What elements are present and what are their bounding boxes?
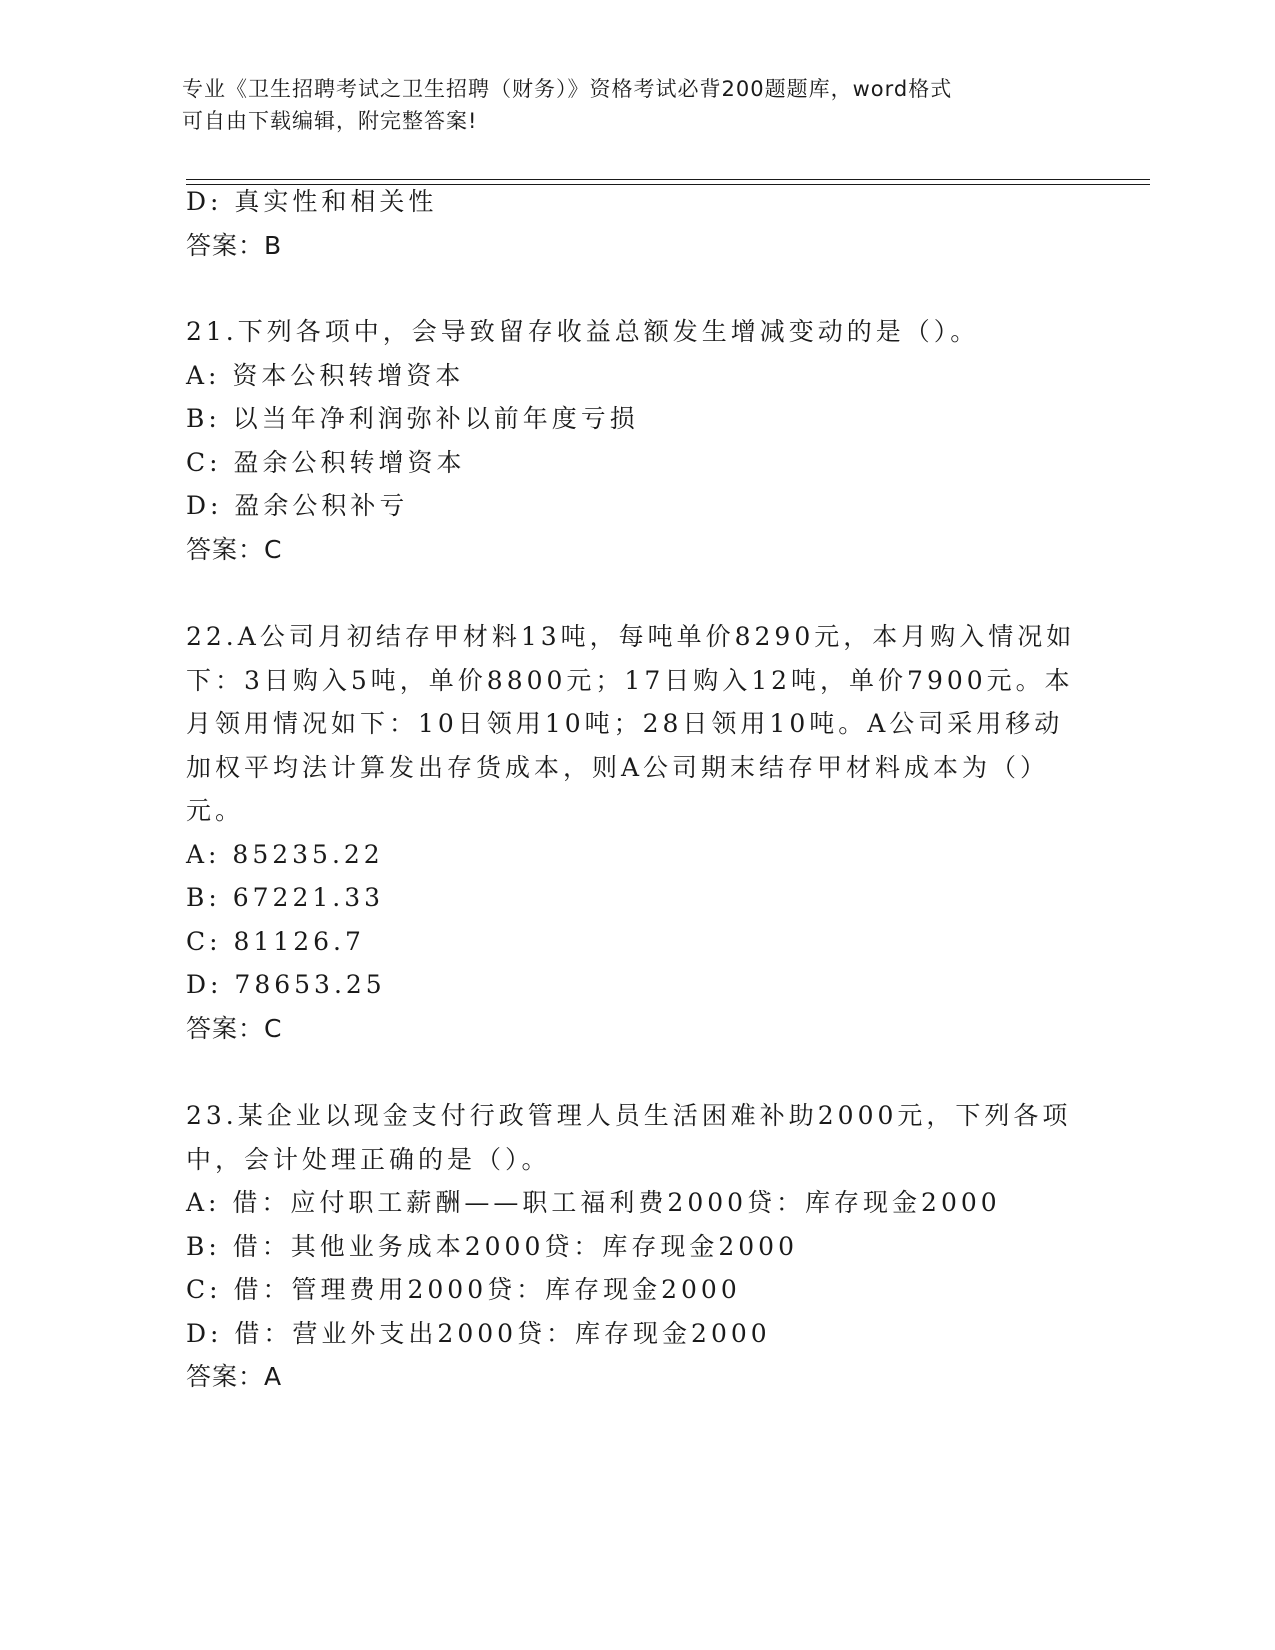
prev-answer: 答案：B [186, 231, 283, 260]
q22-answer: 答案：C [186, 1014, 283, 1043]
q22-stem-line-4: 加权平均法计算发出存货成本，则A公司期末结存甲材料成本为（） [186, 753, 1050, 782]
q22-option-c: C: 81126.7 [186, 927, 365, 956]
q22-option-d: D: 78653.25 [186, 970, 386, 999]
q21-stem: 21.下列各项中，会导致留存收益总额发生增减变动的是（）。 [186, 317, 980, 346]
q21-answer: 答案：C [186, 535, 283, 564]
q21-option-d: D: 盈余公积补亏 [186, 491, 409, 520]
q23-stem-line-1: 23.某企业以现金支付行政管理人员生活困难补助2000元，下列各项 [186, 1101, 1072, 1130]
q22-stem-line-2: 下：3日购入5吨，单价8800元；17日购入12吨，单价7900元。本 [186, 666, 1074, 695]
q23-option-a: A: 借：应付职工薪酬——职工福利费2000贷：库存现金2000 [186, 1188, 1001, 1217]
q22-stem-line-1: 22.A公司月初结存甲材料13吨，每吨单价8290元，本月购入情况如 [186, 622, 1076, 651]
q23-answer: 答案：A [186, 1362, 283, 1391]
header-divider-bottom [186, 184, 1150, 185]
q23-option-c: C: 借：管理费用2000贷：库存现金2000 [186, 1275, 741, 1304]
q21-option-a: A: 资本公积转增资本 [186, 361, 465, 390]
q21-option-c: C: 盈余公积转增资本 [186, 448, 466, 477]
q23-option-d: D: 借：营业外支出2000贷：库存现金2000 [186, 1319, 771, 1348]
q21-option-b: B: 以当年净利润弥补以前年度亏损 [186, 404, 639, 433]
q23-option-b: B: 借：其他业务成本2000贷：库存现金2000 [186, 1232, 798, 1261]
q22-stem-line-3: 月领用情况如下：10日领用10吨；28日领用10吨。A公司采用移动 [186, 709, 1064, 738]
header-divider-top [186, 179, 1150, 180]
header-line-2: 可自由下载编辑，附完整答案! [182, 109, 478, 133]
document-header [182, 73, 1052, 137]
q22-option-b: B: 67221.33 [186, 883, 385, 912]
q22-stem-line-5: 元。 [186, 796, 245, 825]
q22-option-a: A: 85235.22 [186, 840, 384, 869]
header-line-1: 专业《卫生招聘考试之卫生招聘（财务）》资格考试必背200题题库，word格式 [182, 77, 953, 101]
q23-stem-line-2: 中，会计处理正确的是（）。 [186, 1145, 551, 1174]
prev-option-d: D: 真实性和相关性 [186, 187, 438, 216]
